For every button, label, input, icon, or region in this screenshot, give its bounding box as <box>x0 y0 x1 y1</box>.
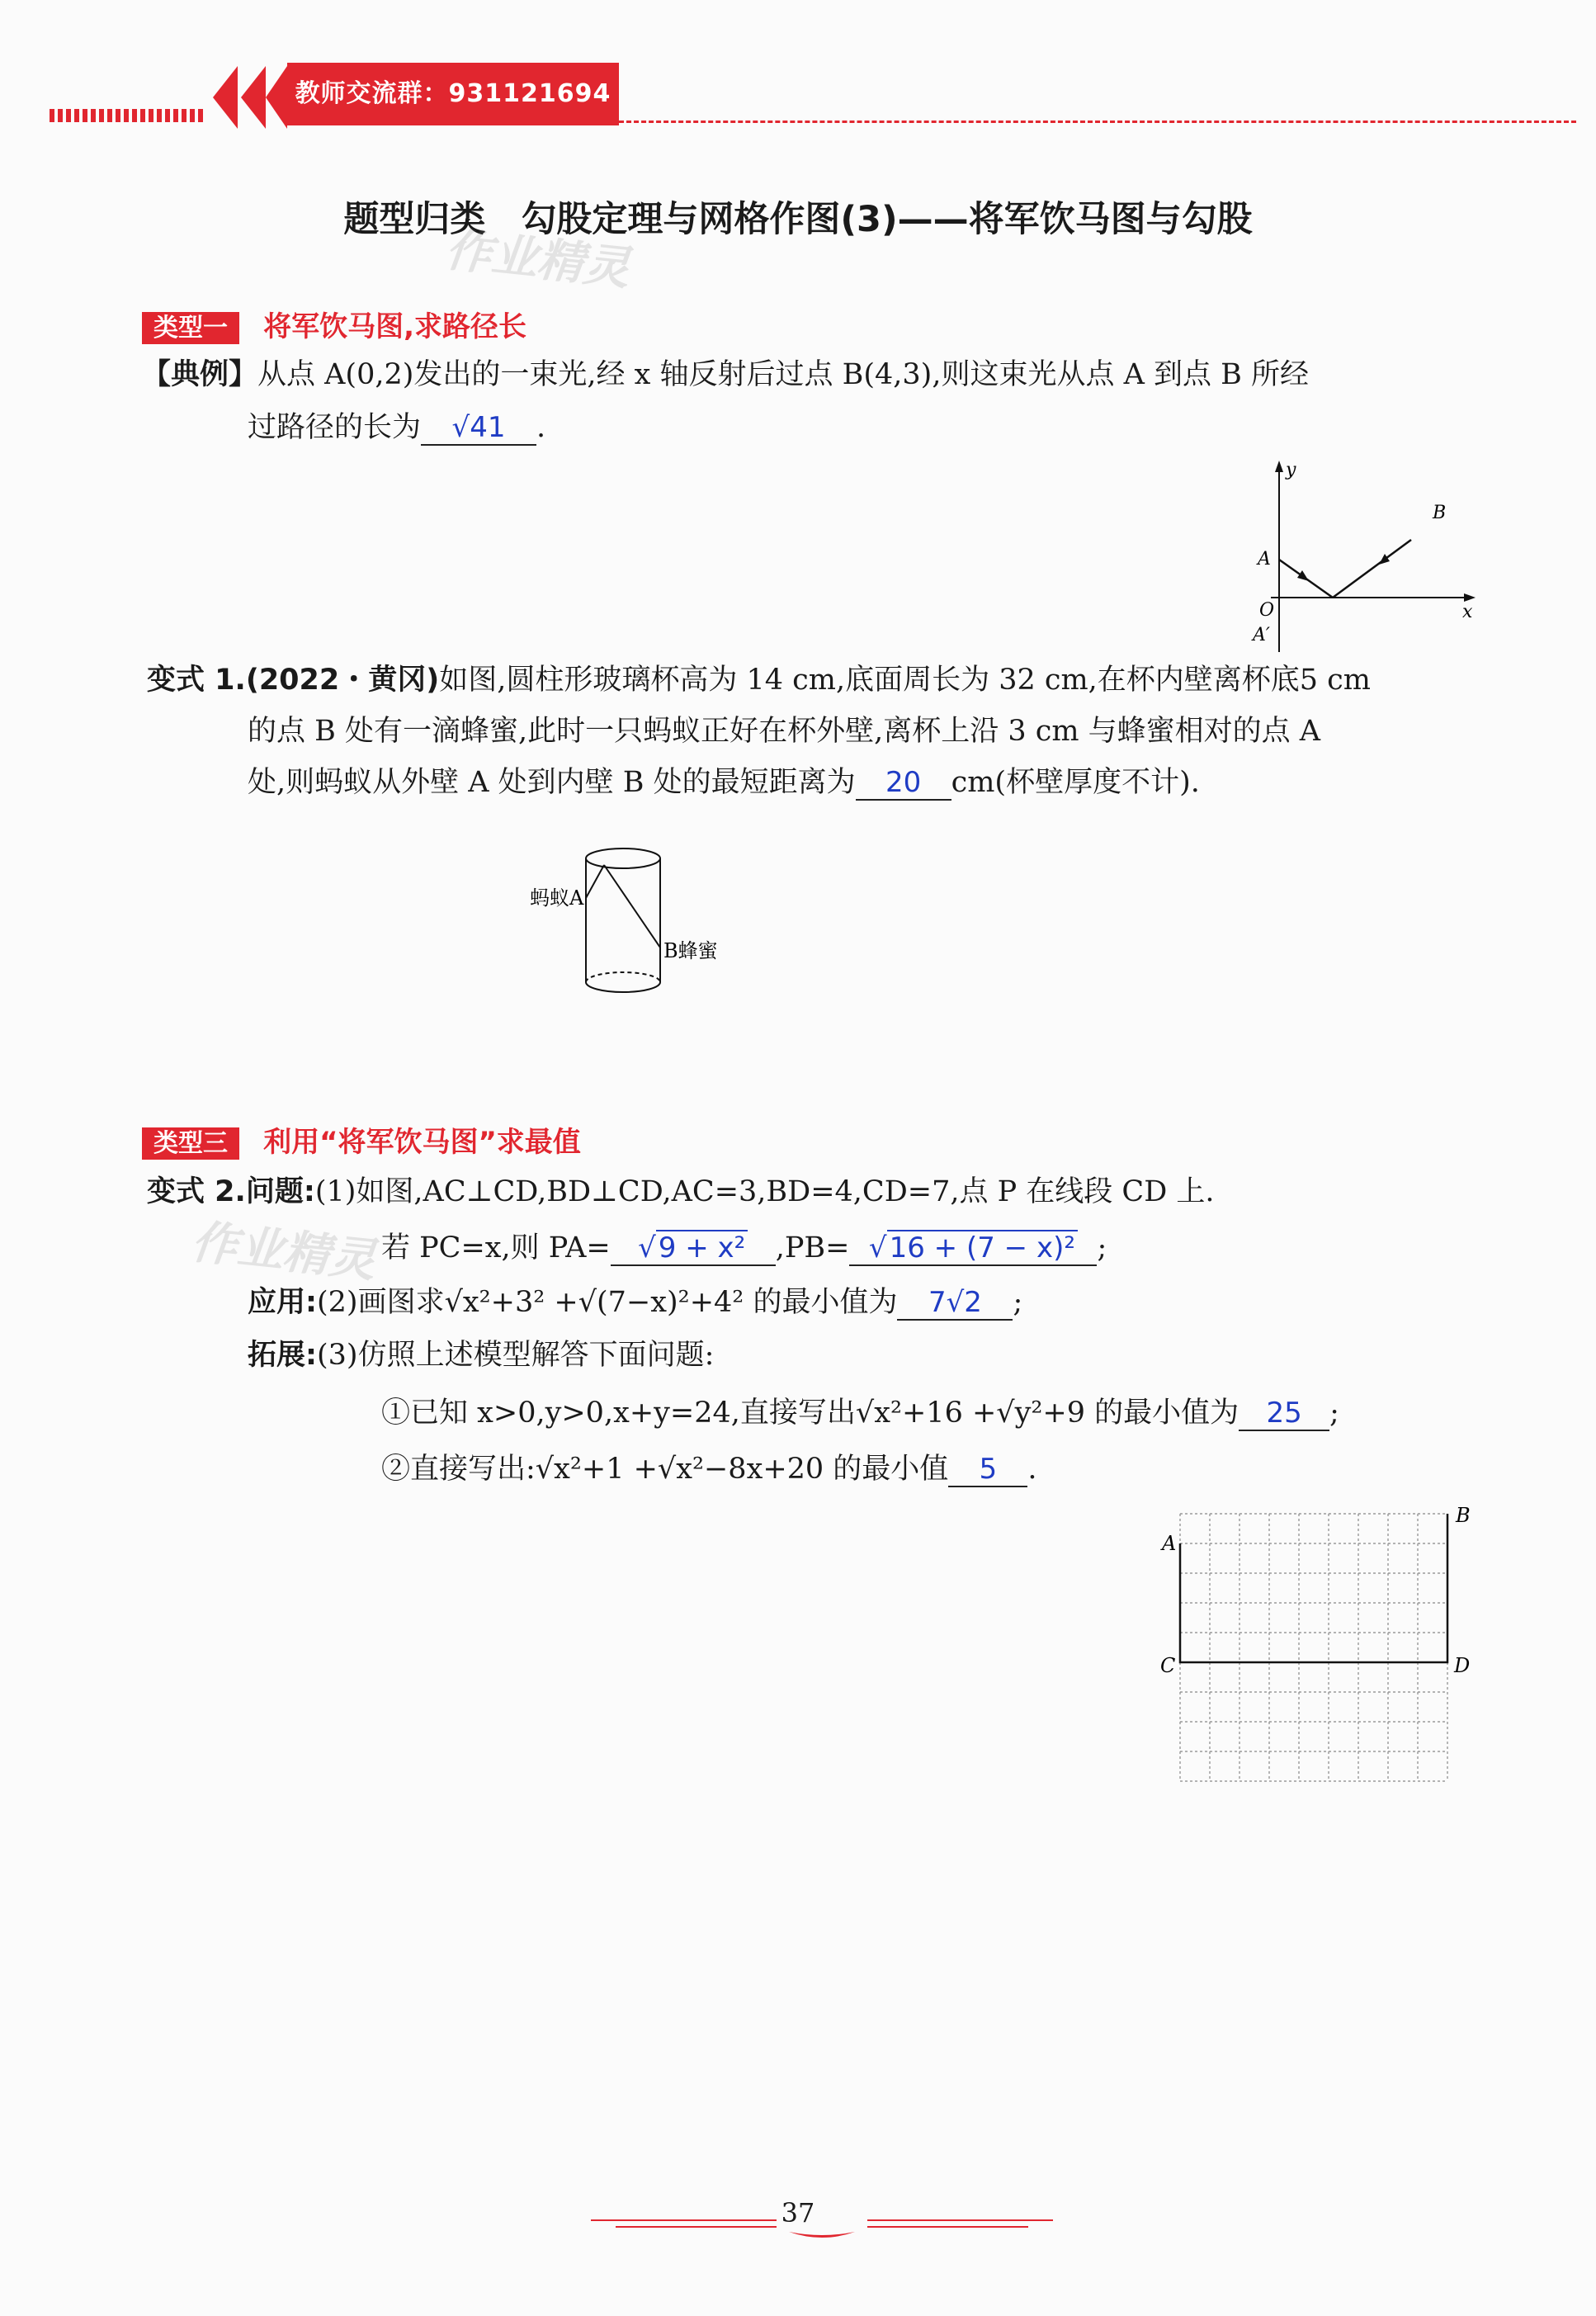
answer-pa-radicand: 9 + x² <box>656 1230 748 1264</box>
variant2-line3 <box>248 1278 1022 1327</box>
variant2-text: 若 PC=x,则 PA= <box>381 1231 611 1264</box>
variant1-text: 如图,圆柱形玻璃杯高为 14 cm,底面周长为 32 cm,在杯内壁离杯底5 cm <box>439 664 1371 697</box>
label-honey: B蜂蜜 <box>663 939 718 962</box>
grid-figure <box>1147 1497 1494 1794</box>
answer-blank <box>611 1231 776 1266</box>
section-heading: 利用“将军饮马图”求最值 <box>263 1126 581 1159</box>
section3-header <box>142 1119 581 1160</box>
answer-blank <box>849 1231 1097 1266</box>
grid-label-c: C <box>1160 1654 1176 1677</box>
cylinder-bottom <box>586 982 660 992</box>
variant2-text: (3)仿照上述模型解答下面问题: <box>317 1339 715 1372</box>
extend-label: 拓展: <box>248 1339 317 1372</box>
grid-lines <box>1180 1514 1447 1781</box>
ant-path <box>604 865 660 948</box>
answer: 20 <box>885 766 922 799</box>
reflected-ray <box>1333 540 1411 598</box>
cylinder-bottom-hidden <box>586 972 660 982</box>
label-b: B <box>1433 503 1447 523</box>
page-title: 题型归类 勾股定理与网格作图(3)——将军饮马图与勾股 <box>343 199 1253 240</box>
variant2-line1 <box>147 1167 1215 1217</box>
reflection-graph <box>1238 454 1485 660</box>
section-tag: 类型三 <box>142 1127 239 1160</box>
section-heading: 将军饮马图,求路径长 <box>263 310 527 343</box>
answer-blank <box>897 1286 1013 1321</box>
variant1-text: 处,则蚂蚁从外壁 A 处到内壁 B 处的最短距离为 <box>248 766 856 799</box>
example-text: . <box>536 411 546 444</box>
label-a: A <box>1258 549 1271 570</box>
variant1-line1 <box>147 655 1371 705</box>
example-label: 【典例】 <box>142 358 258 391</box>
answer-pb: √16 + (7 − x)² <box>869 1230 1078 1264</box>
variant2-text: . <box>1027 1453 1037 1486</box>
variant2-line6 <box>381 1444 1036 1494</box>
y-axis-arrow <box>1275 461 1283 472</box>
variant2-line2 <box>381 1223 1107 1273</box>
answer: 7√2 <box>928 1286 982 1319</box>
ac-cd-db-lines <box>1180 1514 1447 1662</box>
label-ant: 蚂蚁A <box>530 886 584 910</box>
cylinder-top <box>586 848 660 868</box>
answer: 25 <box>1266 1397 1302 1430</box>
answer-blank <box>948 1453 1027 1487</box>
grid-label-a: A <box>1162 1532 1177 1555</box>
header-stripes <box>50 109 206 122</box>
label-a-prime: A′ <box>1253 625 1270 645</box>
apply-label: 应用: <box>248 1286 317 1319</box>
variant2-line5 <box>381 1388 1339 1438</box>
answer-pa: √9 + x² <box>638 1230 748 1264</box>
cylinder-figure <box>528 840 776 1005</box>
watermark: 作业精灵 <box>442 223 633 296</box>
header-chevron <box>241 66 266 129</box>
header-chevron <box>213 66 238 129</box>
watermark: 作业精灵 <box>188 1215 379 1288</box>
variant2-text: ②直接写出:√x²+1 +√x²−8x+20 的最小值 <box>381 1453 949 1486</box>
ray-arrow <box>1297 570 1309 581</box>
variant2-text: ; <box>1329 1397 1339 1430</box>
problem-label: 问题: <box>245 1175 315 1208</box>
variant2-text: (1)如图,AC⊥CD,BD⊥CD,AC=3,BD=4,CD=7,点 P 在线段 CD 上. <box>314 1175 1215 1208</box>
answer-blank <box>421 411 536 446</box>
ant-path <box>586 865 604 898</box>
example-text: 从点 A(0,2)发出的一束光,经 x 轴反射后过点 B(4,3),则这束光从点 A 到点 B 所经 <box>257 358 1309 391</box>
header-chevron <box>266 66 287 129</box>
variant2-text: ; <box>1097 1231 1107 1264</box>
variant2-text: ,PB= <box>775 1231 850 1264</box>
ray-arrow <box>1379 554 1390 565</box>
answer-blank <box>856 766 951 801</box>
grid-label-d: D <box>1454 1654 1471 1677</box>
variant2-line4 <box>248 1331 714 1380</box>
variant1-line3 <box>248 758 1200 807</box>
label-y: y <box>1286 460 1296 480</box>
label-o: O <box>1259 600 1275 621</box>
page-number: 37 <box>781 2197 815 2229</box>
header-badge: 教师交流群：931121694 <box>287 63 619 125</box>
variant1-label: 变式 1.(2022・黄冈) <box>147 664 440 697</box>
section-tag: 类型一 <box>142 312 239 344</box>
answer-blank <box>1239 1397 1329 1431</box>
variant2-text: ①已知 x>0,y>0,x+y=24,直接写出√x²+16 +√y²+9 的最小值为 <box>381 1397 1239 1430</box>
header-dashed-line <box>619 121 1576 123</box>
answer: √41 <box>451 411 506 444</box>
section1-header <box>142 304 526 344</box>
grid-label-b: B <box>1456 1504 1471 1527</box>
example-line2 <box>248 403 545 452</box>
variant1-text: cm(杯壁厚度不计). <box>951 766 1200 799</box>
variant2-label: 变式 2. <box>147 1175 246 1208</box>
variant1-line2: 的点 B 处有一滴蜂蜜,此时一只蚂蚁正好在杯外壁,离杯上沿 3 cm 与蜂蜜相对的点 A <box>248 715 1321 748</box>
variant2-text: (2)画图求√x²+3² +√(7−x)²+4² 的最小值为 <box>317 1286 898 1319</box>
label-x: x <box>1462 602 1473 622</box>
x-axis-arrow <box>1464 593 1476 602</box>
answer-pb-radicand: 16 + (7 − x)² <box>887 1230 1078 1264</box>
variant2-text: ; <box>1013 1286 1023 1319</box>
example-line1 <box>142 350 1309 399</box>
example-text: 过路径的长为 <box>248 411 422 444</box>
answer: 5 <box>979 1453 998 1486</box>
